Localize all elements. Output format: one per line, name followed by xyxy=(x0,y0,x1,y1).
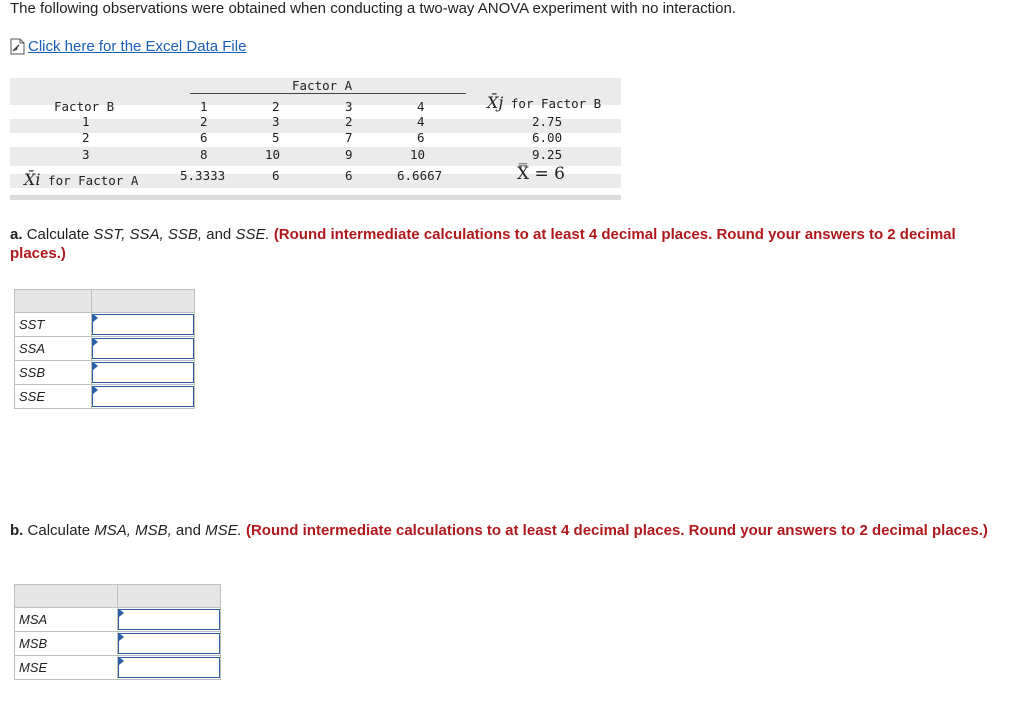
cell-r2-c1: 6 xyxy=(200,130,208,145)
col-mean-1: 5.3333 xyxy=(180,168,226,183)
part-a-question xyxy=(10,225,1000,263)
cell-r2-c2: 5 xyxy=(272,130,280,145)
cell-r1-c4: 4 xyxy=(417,114,425,129)
input-flag-icon xyxy=(119,657,124,665)
header-cell xyxy=(15,585,118,608)
mean-a-label-text: for Factor A xyxy=(48,173,139,188)
part-a-answer-table xyxy=(14,289,195,409)
part-a-lead: a. xyxy=(10,226,23,243)
header-cell xyxy=(15,290,92,313)
part-b-answer-table xyxy=(14,584,221,680)
cell-r1-c2: 3 xyxy=(272,114,280,129)
problem-intro: The following observations were obtained when conducting a two-way ANOVA experiment with no interaction. xyxy=(10,0,736,17)
part-b-terms: MSA, MSB, xyxy=(94,522,172,539)
table-bottom-border xyxy=(10,195,621,200)
cell-r3-c4: 10 xyxy=(410,147,426,162)
header-cell xyxy=(92,290,195,313)
sst-cell xyxy=(92,313,195,337)
part-b-lead: b. xyxy=(10,522,24,539)
part-a-last: SSE. xyxy=(235,226,270,243)
ssb-input[interactable] xyxy=(92,362,194,383)
cell-r2-c4: 6 xyxy=(417,130,425,145)
col-header-1: 1 xyxy=(200,99,208,114)
grand-mean: X̿ = 6 xyxy=(517,164,565,184)
col-header-3: 3 xyxy=(345,99,353,114)
mean-b-symbol: X̄j xyxy=(487,93,504,112)
msb-input[interactable] xyxy=(118,633,220,654)
ssa-cell xyxy=(92,337,195,361)
row-label-2: 2 xyxy=(82,130,90,145)
ssa-label: SSA xyxy=(15,337,92,361)
mean-a-symbol: X̄i xyxy=(24,170,41,189)
col-mean-4: 6.6667 xyxy=(397,168,443,183)
msb-label: MSB xyxy=(15,632,118,656)
cell-r3-c2: 10 xyxy=(265,147,281,162)
col-header-4: 4 xyxy=(417,99,425,114)
mse-label: MSE xyxy=(15,656,118,680)
data-table xyxy=(10,78,621,188)
cell-r2-c3: 7 xyxy=(345,130,353,145)
input-flag-icon xyxy=(119,609,124,617)
part-b-instructions: (Round intermediate calculations to at least 4 decimal places. Round your answers to 2 decimal places.) xyxy=(245,522,988,539)
sst-input[interactable] xyxy=(92,314,194,335)
part-b-last: MSE. xyxy=(205,522,242,539)
mean-a-label xyxy=(24,170,138,189)
cell-r1-c3: 2 xyxy=(345,114,353,129)
excel-file-icon xyxy=(10,38,25,55)
mse-input[interactable] xyxy=(118,657,220,678)
input-flag-icon xyxy=(93,314,98,322)
factor-b-label: Factor B xyxy=(54,99,115,114)
factor-a-label: Factor A xyxy=(292,78,353,93)
excel-data-link[interactable] xyxy=(10,38,246,55)
ssb-cell xyxy=(92,361,195,385)
part-a-text: Calculate xyxy=(26,226,90,243)
input-flag-icon xyxy=(93,362,98,370)
ssb-label: SSB xyxy=(15,361,92,385)
cell-r3-c3: 9 xyxy=(345,147,353,162)
part-b-question xyxy=(10,521,1000,540)
part-b-text: Calculate xyxy=(27,522,91,539)
row-label-3: 3 xyxy=(82,147,90,162)
input-flag-icon xyxy=(93,338,98,346)
cell-r1-c1: 2 xyxy=(200,114,208,129)
col-header-2: 2 xyxy=(272,99,280,114)
row-stripe xyxy=(10,133,621,147)
mean-b-header xyxy=(487,93,601,112)
mean-b-header-text: for Factor B xyxy=(510,96,602,111)
sse-label: SSE xyxy=(15,385,92,409)
part-a-instructions: (Round intermediate calculations to at least 4 decimal places. Round your answers to 2 decimal places.) xyxy=(10,226,956,262)
ssa-input[interactable] xyxy=(92,338,194,359)
msa-input[interactable] xyxy=(118,609,220,630)
sse-cell xyxy=(92,385,195,409)
row-mean-3: 9.25 xyxy=(532,147,563,162)
row-mean-1: 2.75 xyxy=(532,114,563,129)
excel-link-text: Click here for the Excel Data File xyxy=(28,38,247,55)
msa-cell xyxy=(118,608,221,632)
col-mean-3: 6 xyxy=(345,168,353,183)
sse-input[interactable] xyxy=(92,386,194,407)
header-cell xyxy=(118,585,221,608)
input-flag-icon xyxy=(93,386,98,394)
row-mean-2: 6.00 xyxy=(532,130,563,145)
part-a-terms: SST, SSA, SSB, xyxy=(93,226,203,243)
msb-cell xyxy=(118,632,221,656)
col-mean-2: 6 xyxy=(272,168,280,183)
input-flag-icon xyxy=(119,633,124,641)
factor-a-underline xyxy=(190,93,466,94)
mse-cell xyxy=(118,656,221,680)
msa-label: MSA xyxy=(15,608,118,632)
row-label-1: 1 xyxy=(82,114,90,129)
cell-r3-c1: 8 xyxy=(200,147,208,162)
part-a-and: and xyxy=(206,226,232,243)
part-b-and: and xyxy=(175,522,201,539)
sst-label: SST xyxy=(15,313,92,337)
